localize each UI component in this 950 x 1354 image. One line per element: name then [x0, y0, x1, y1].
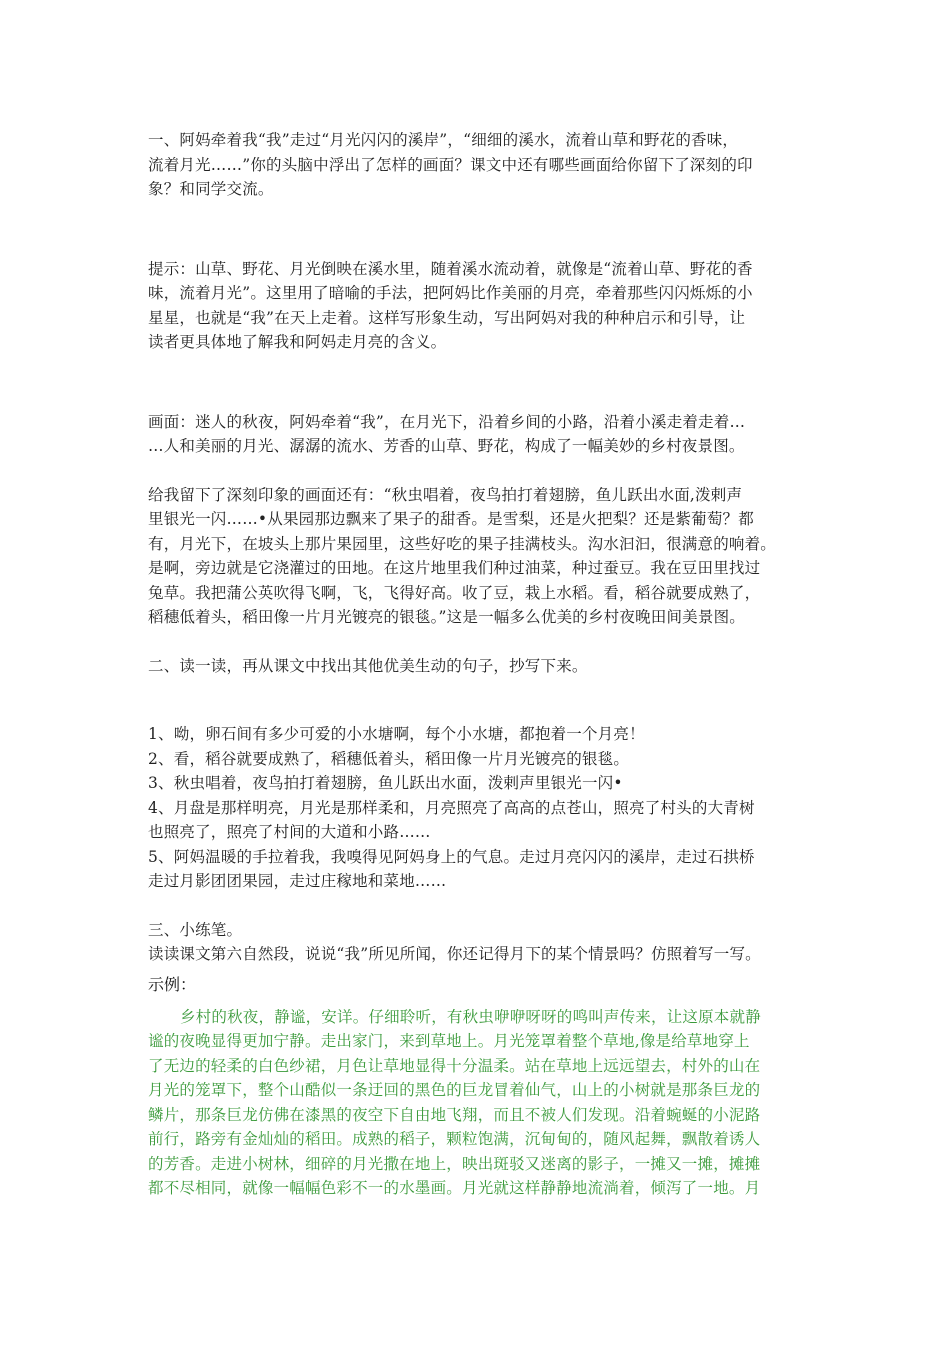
example-line: 乡村的秋夜，静谧，安详。仔细聆听，有秋虫咿咿呀呀的鸣叫声传来，让这原本就静	[180, 1007, 761, 1026]
list-item: 3、秋虫唱着，夜鸟拍打着翅膀，鱼儿跃出水面，泼剌声里银光一闪•	[148, 774, 623, 792]
text-line: 星星，也就是“我”在天上走着。这样写形象生动，写出阿妈对我的种种启示和引导，让	[148, 308, 746, 327]
text-line: 一、阿妈牵着我“我”走过“月光闪闪的溪岸”，“细细的溪水，流着山草和野花的香味，	[148, 131, 739, 149]
text-line: 流着月光……”你的头脑中浮出了怎样的画面？课文中还有哪些画面给你留下了深刻的印	[148, 155, 753, 174]
text-line: 给我留下了深刻印象的画面还有：“秋虫唱着，夜鸟拍打着翅膀，鱼儿跃出水面,泼剌声	[148, 485, 743, 504]
list-item: 4、月盘是那样明亮，月光是那样柔和，月亮照亮了高高的点苍山，照亮了村头的大青树	[148, 798, 755, 817]
section-2-heading: 二、读一读，再从课文中找出其他优美生动的句子，抄写下来。	[148, 656, 588, 675]
list-item: 也照亮了，照亮了村间的大道和小路……	[148, 823, 431, 841]
document-page	[148, 128, 808, 1201]
text-line: …人和美丽的月光、潺潺的流水、芳香的山草、野花，构成了一幅美妙的乡村夜景图。	[148, 437, 745, 455]
text-line: 读者更具体地了解我和阿妈走月亮的含义。	[148, 333, 447, 351]
list-item: 2、看，稻谷就要成熟了，稻穗低着头，稻田像一片月光镀亮的银毯。	[148, 749, 630, 768]
text-line: 画面：迷人的秋夜，阿妈牵着“我”，在月光下，沿着乡间的小路，沿着小溪走着走着…	[148, 412, 746, 431]
text-line: 有，月光下，在坡头上那片果园里，这些好吃的果子挂满枝头。沟水汩汩，很满意的响着。	[148, 534, 777, 553]
section-3-heading: 三、小练笔。	[148, 920, 243, 939]
scene-paragraph	[148, 410, 808, 459]
text-line: 象？和同学交流。	[148, 180, 274, 198]
example-label: 示例：	[148, 974, 197, 994]
list-item: 5、阿妈温暖的手拉着我，我嗅得见阿妈身上的气息。走过月亮闪闪的溪岸，走过石拱桥	[148, 847, 755, 866]
section-3-instruction: 读读课文第六自然段，说说“我”所见所闻，你还记得月下的某个情景吗？仿照着写一写。	[148, 945, 761, 963]
text-line: 味，流着月光”。这里用了暗喻的手法，把阿妈比作美丽的月亮，牵着那些闪闪烁烁的小	[148, 284, 753, 302]
question-1	[148, 128, 808, 202]
example-line: 谧的夜晚显得更加宁静。走出家门，来到草地上。月光笼罩着整个草地,像是给草地穿上	[148, 1032, 750, 1050]
example-line: 都不尽相同，就像一幅幅色彩不一的水墨画。月光就这样静静地流淌着，倾泻了一地。月	[148, 1179, 761, 1197]
hint-paragraph	[148, 257, 808, 355]
example-paragraph	[148, 1005, 808, 1201]
example-line: 了无边的轻柔的白色纱裙，月色让草地显得十分温柔。站在草地上远远望去，村外的山在	[148, 1056, 761, 1075]
text-line: 是啊，旁边就是它浇灌过的田地。在这片地里我们种过油菜，种过蚕豆。我在豆田里找过	[148, 559, 761, 577]
text-line: 兔草。我把蒲公英吹得飞啊，飞，飞得好高。收了豆，栽上水稻。看，稻谷就要成熟了，	[148, 583, 761, 602]
text-line: 提示：山草、野花、月光倒映在溪水里，随着溪水流动着，就像是“流着山草、野花的香	[148, 259, 753, 278]
text-line: 稻穗低着头，稻田像一片月光镀亮的银毯。”这是一幅多么优美的乡村夜晚田间美景图。	[148, 608, 745, 626]
example-line: 鳞片，那条巨龙仿佛在漆黑的夜空下自由地飞翔，而且不被人们发现。沿着蜿蜒的小泥路	[148, 1105, 761, 1124]
sentence-list	[148, 722, 808, 894]
text-line: 里银光一闪……•从果园那边飘来了果子的甜香。是雪梨，还是火把梨？还是紫葡萄？都	[148, 510, 754, 528]
example-line: 前行，路旁有金灿灿的稻田。成熟的稻子，颗粒饱满，沉甸甸的，随风起舞，飘散着诱人	[148, 1130, 761, 1148]
example-line: 月光的笼罩下，整个山酷似一条迂回的黑色的巨龙冒着仙气，山上的小树就是那条巨龙的	[148, 1081, 761, 1099]
list-item: 走过月影团团果园，走过庄稼地和菜地……	[148, 872, 447, 890]
example-line: 的芳香。走进小树林，细碎的月光撒在地上，映出斑驳又迷离的影子，一摊又一摊，摊摊	[148, 1154, 761, 1173]
list-item: 1、呦，卵石间有多少可爱的小水塘啊，每个小水塘，都抱着一个月亮！	[148, 725, 645, 743]
impression-paragraph	[148, 483, 808, 630]
